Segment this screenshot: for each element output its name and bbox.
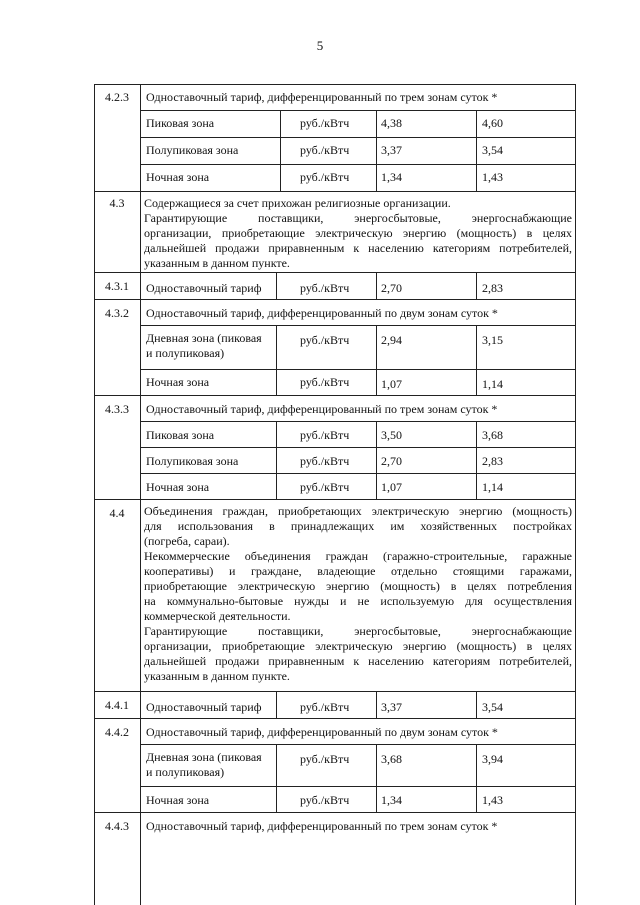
column-divider <box>376 421 377 499</box>
subrow-divider <box>140 447 576 448</box>
column-divider <box>276 421 277 499</box>
zone-name: Пиковая зона <box>146 428 215 442</box>
row-number-4-4: 4.4 <box>109 506 125 520</box>
subrow-divider <box>140 473 576 474</box>
row-divider <box>94 812 576 813</box>
row-title-4-4-3: Одноставочный тариф, дифференцированный по трем зонам суток * <box>146 819 498 833</box>
column-divider <box>476 421 477 499</box>
tariff-value-2: 3,15 <box>482 333 503 347</box>
row-number-4-3-1: 4.3.1 <box>105 279 129 293</box>
row-title-4-2-3: Одноставочный тариф, дифференцированный по трем зонам суток * <box>146 90 498 104</box>
subrow-divider <box>140 325 576 326</box>
subrow-divider <box>140 369 576 370</box>
row-number-4-4-1: 4.4.1 <box>105 698 129 712</box>
row-title-4-3-3: Одноставочный тариф, дифференцированный по трем зонам суток * <box>146 402 498 416</box>
tariff-value-2: 1,43 <box>482 793 503 807</box>
subrow-divider <box>140 164 576 165</box>
column-divider <box>476 272 477 299</box>
zone-name <box>146 331 262 361</box>
unit-label: руб./кВтч <box>300 143 350 157</box>
column-divider <box>280 110 281 191</box>
zone-name-line: и полупиковая) <box>146 765 225 779</box>
zone-name: Полупиковая зона <box>146 454 239 468</box>
zone-name: Ночная зона <box>146 375 210 389</box>
tariff-value-1: 2,70 <box>381 454 402 468</box>
tariff-value-1: 3,50 <box>381 428 402 442</box>
tariff-value-1: 2,94 <box>381 333 402 347</box>
paragraph-line: на коммунально-бытовые нужды и не используемую для осуществления <box>144 594 572 608</box>
zone-name: Полупиковая зона <box>146 143 239 157</box>
column-divider <box>476 691 477 718</box>
tariff-value-1: 2,70 <box>381 281 402 295</box>
tariff-value-2: 3,54 <box>482 700 503 714</box>
paragraph-line: приобретающие электрическую энергию (мощность) в целях потребления <box>144 579 572 593</box>
row-divider <box>94 191 576 192</box>
zone-name: Ночная зона <box>146 480 210 494</box>
unit-label: руб./кВтч <box>300 375 350 389</box>
row-divider <box>94 718 576 719</box>
row-title-4-3-2: Одноставочный тариф, дифференцированный по двум зонам суток * <box>146 306 498 320</box>
unit-label: руб./кВтч <box>300 116 350 130</box>
row-divider <box>94 395 576 396</box>
tariff-value-2: 2,83 <box>482 454 503 468</box>
tariff-value-1: 1,34 <box>381 170 402 184</box>
paragraph-line: для использования в принадлежащих им хозяйственных постройках <box>144 519 572 533</box>
tariff-value-1: 1,07 <box>381 480 402 494</box>
tariff-name: Одноставочный тариф <box>146 281 262 295</box>
unit-label: руб./кВтч <box>300 170 350 184</box>
tariff-value-2: 2,83 <box>482 281 503 295</box>
tariff-value-1: 4,38 <box>381 116 402 130</box>
row-number-4-4-2: 4.4.2 <box>105 725 129 739</box>
paragraph-line: Содержащиеся за счет прихожан религиозные организации. <box>144 196 451 210</box>
row-number-4-3-3: 4.3.3 <box>105 402 129 416</box>
zone-name: Ночная зона <box>146 170 210 184</box>
row-description-4-4 <box>144 504 572 684</box>
paragraph-line: (погреба, сараи). <box>144 534 230 548</box>
tariff-name: Одноставочный тариф <box>146 700 262 714</box>
row-number-4-3-2: 4.3.2 <box>105 306 129 320</box>
tariff-value-1: 1,07 <box>381 377 402 391</box>
row-number-4-4-3: 4.4.3 <box>105 819 129 833</box>
column-divider <box>476 325 477 395</box>
column-divider <box>376 691 377 718</box>
row-number-4-2-3: 4.2.3 <box>105 90 129 104</box>
zone-name: Ночная зона <box>146 793 210 807</box>
tariff-value-2: 4,60 <box>482 116 503 130</box>
column-divider <box>276 272 277 299</box>
paragraph-line: Объединения граждан, приобретающих электрическую энергию (мощность) <box>144 504 572 518</box>
unit-label: руб./кВтч <box>300 333 350 347</box>
row-number-4-3: 4.3 <box>109 196 125 210</box>
row-description-4-3 <box>144 196 572 271</box>
zone-name-line: и полупиковая) <box>146 346 225 360</box>
subrow-divider <box>140 137 576 138</box>
page-number: 5 <box>316 38 324 53</box>
row-divider <box>94 84 576 85</box>
paragraph-line: Гарантирующие поставщики, энергосбытовые, энергоснабжающие <box>144 624 572 638</box>
column-divider <box>476 744 477 812</box>
paragraph-line: дальнейшей продажи приравненным к населению категориям потребителей, <box>144 241 572 255</box>
subrow-divider <box>140 786 576 787</box>
row-divider <box>94 691 576 692</box>
column-divider <box>476 110 477 191</box>
unit-label: руб./кВтч <box>300 793 350 807</box>
row-divider <box>94 299 576 300</box>
paragraph-line: Гарантирующие поставщики, энергосбытовые, энергоснабжающие <box>144 211 572 225</box>
paragraph-line: организации, приобретающие электрическую энергию (мощность) в целях <box>144 226 572 240</box>
tariff-value-2: 3,68 <box>482 428 503 442</box>
unit-label: руб./кВтч <box>300 428 350 442</box>
tariff-value-2: 3,54 <box>482 143 503 157</box>
zone-name-line: Дневная зона (пиковая <box>146 331 262 345</box>
unit-label: руб./кВтч <box>300 752 350 766</box>
tariff-value-1: 1,34 <box>381 793 402 807</box>
tariff-value-2: 1,14 <box>482 480 503 494</box>
tariff-value-2: 1,14 <box>482 377 503 391</box>
column-divider <box>376 325 377 395</box>
row-divider <box>94 272 576 273</box>
paragraph-line: дальнейшей продажи приравненным к населению категориям потребителей, <box>144 654 572 668</box>
column-divider <box>276 691 277 718</box>
paragraph-line: организации, приобретающие электрическую энергию (мощность) в целях <box>144 639 572 653</box>
number-column-divider <box>140 84 141 905</box>
tariff-value-2: 1,43 <box>482 170 503 184</box>
paragraph-line: кооперативы) и граждане, владеющие отдельно стоящими гаражами, <box>144 564 572 578</box>
row-divider <box>94 499 576 500</box>
paragraph-line: указанным в данном пункте. <box>144 256 290 270</box>
tariff-value-1: 3,37 <box>381 700 402 714</box>
column-divider <box>376 110 377 191</box>
column-divider <box>276 744 277 812</box>
paragraph-line: Некоммерческие объединения граждан (гаражно-строительные, гаражные <box>144 549 572 563</box>
zone-name: Пиковая зона <box>146 116 215 130</box>
tariff-value-1: 3,37 <box>381 143 402 157</box>
zone-name <box>146 750 262 780</box>
row-title-4-4-2: Одноставочный тариф, дифференцированный по двум зонам суток * <box>146 725 498 739</box>
unit-label: руб./кВтч <box>300 480 350 494</box>
column-divider <box>376 744 377 812</box>
unit-label: руб./кВтч <box>300 700 350 714</box>
paragraph-line: коммерческой деятельности. <box>144 609 291 623</box>
column-divider <box>376 272 377 299</box>
subrow-divider <box>140 421 576 422</box>
zone-name-line: Дневная зона (пиковая <box>146 750 262 764</box>
column-divider <box>276 325 277 395</box>
subrow-divider <box>140 110 576 111</box>
paragraph-line: указанным в данном пункте. <box>144 669 290 683</box>
unit-label: руб./кВтч <box>300 454 350 468</box>
subrow-divider <box>140 744 576 745</box>
unit-label: руб./кВтч <box>300 281 350 295</box>
tariff-value-2: 3,94 <box>482 752 503 766</box>
tariff-value-1: 3,68 <box>381 752 402 766</box>
